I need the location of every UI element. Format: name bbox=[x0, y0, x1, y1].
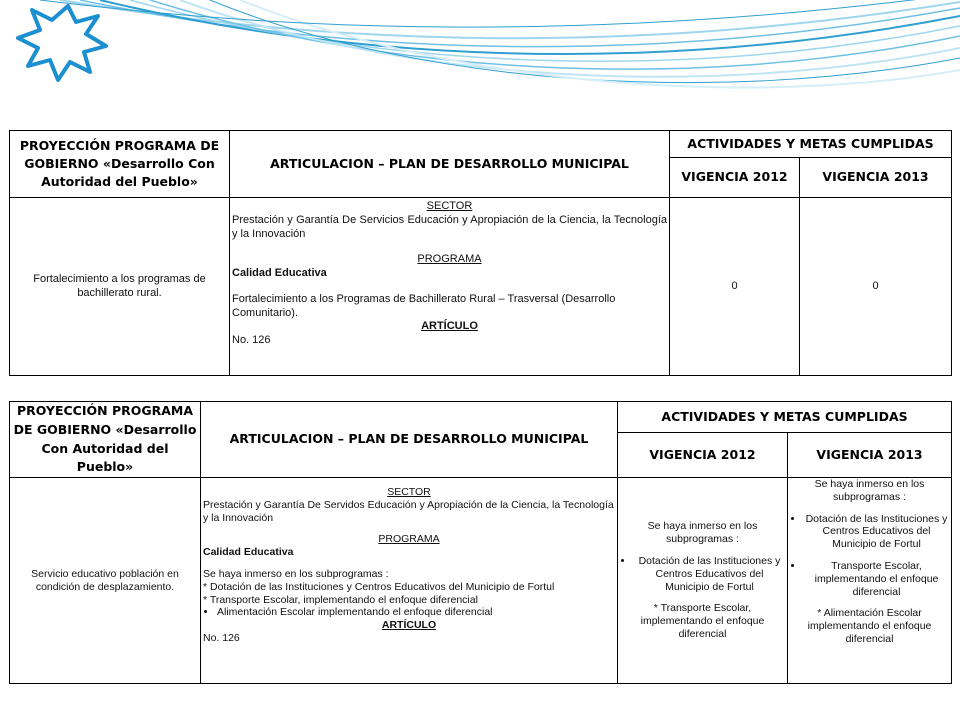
v2013-bullet: • Transporte Escolar, implementando el enfoque diferencial bbox=[804, 560, 949, 598]
header-vigencia-2013: VIGENCIA 2013 bbox=[800, 158, 952, 198]
vigencia-2012-cell bbox=[618, 478, 788, 684]
program-name-cell: Fortalecimiento a los programas de bachillerato rural. bbox=[10, 198, 230, 376]
programa-label: PROGRAMA bbox=[417, 253, 482, 266]
v2012-item: * Transporte Escolar, implementando el enfoque diferencial bbox=[640, 602, 765, 640]
starburst-icon bbox=[18, 6, 106, 80]
header-activities-goals: ACTIVIDADES Y METAS CUMPLIDAS bbox=[618, 402, 952, 433]
programa-name: Calidad Educativa bbox=[203, 546, 294, 559]
articulation-table-2 bbox=[9, 401, 952, 684]
subprogram-item: • Alimentación Escolar implementando el enfoque diferencial bbox=[217, 606, 615, 619]
v2012-bullet: • Dotación de las Instituciones y Centros Educativos del Municipio de Fortul bbox=[634, 555, 785, 593]
articulo-label: ARTÍCULO bbox=[421, 320, 478, 333]
header-articulation: ARTICULACION – PLAN DE DESARROLLO MUNICIPAL bbox=[201, 402, 618, 478]
vigencia-2013-cell bbox=[788, 478, 952, 684]
articulo-number: No. 126 bbox=[203, 631, 240, 644]
sector-text: Prestación y Garantía De Servicios Educación y Apropiación de la Ciencia, la Tecnología y la Innovación bbox=[232, 213, 667, 240]
programa-label: PROGRAMA bbox=[378, 533, 440, 546]
articulo-number: No. 126 bbox=[232, 334, 271, 346]
header-vigencia-2013: VIGENCIA 2013 bbox=[788, 433, 952, 478]
header-vigencia-2012: VIGENCIA 2012 bbox=[618, 433, 788, 478]
programa-detail: Fortalecimiento a los Programas de Bachillerato Rural – Trasversal (Desarrollo Comunitario). bbox=[232, 292, 616, 319]
v2012-intro: Se haya inmerso en los subprogramas : bbox=[647, 520, 758, 546]
header-decoration bbox=[0, 0, 960, 120]
subprograms-intro: Se haya inmerso en los subprogramas : bbox=[203, 567, 389, 580]
vigencia-2012-value: 0 bbox=[670, 198, 800, 376]
subprogram-item: * Transporte Escolar, implementando el enfoque diferencial bbox=[203, 593, 478, 606]
programa-name: Calidad Educativa bbox=[232, 267, 327, 279]
sector-text: Prestación y Garantía De Servidos Educación y Apropiación de la Ciencia, la Tecnología y la Innovación bbox=[203, 498, 614, 524]
header-articulation: ARTICULACION – PLAN DE DESARROLLO MUNICIPAL bbox=[230, 131, 670, 198]
header-program-projection: PROYECCIÓN PROGRAMA DE GOBIERNO «Desarrollo Con Autoridad del Pueblo» bbox=[10, 131, 230, 198]
header-vigencia-2012: VIGENCIA 2012 bbox=[670, 158, 800, 198]
header-activities-goals: ACTIVIDADES Y METAS CUMPLIDAS bbox=[670, 131, 952, 158]
articulo-label: ARTÍCULO bbox=[381, 619, 437, 632]
blue-swirl-lines bbox=[40, 0, 960, 87]
v2013-item: * Alimentación Escolar implementando el enfoque diferencial bbox=[807, 607, 932, 645]
v2013-intro: Se haya inmerso en los subprogramas : bbox=[814, 478, 925, 503]
vigencia-2013-value: 0 bbox=[800, 198, 952, 376]
v2013-bullet: • Dotación de las Instituciones y Centros Educativos del Municipio de Fortul bbox=[804, 513, 949, 551]
sector-label: SECTOR bbox=[426, 200, 473, 212]
sector-label: SECTOR bbox=[387, 486, 431, 498]
articulation-detail-cell bbox=[201, 478, 618, 684]
articulation-table-1 bbox=[9, 130, 952, 376]
subprogram-item: * Dotación de las Instituciones y Centros Educativos del Municipio de Fortul bbox=[203, 580, 555, 593]
articulation-detail-cell bbox=[230, 198, 670, 376]
program-name-cell: Servicio educativo población en condición de desplazamiento. bbox=[10, 478, 201, 684]
header-program-projection: PROYECCIÓN PROGRAMA DE GOBIERNO «Desarrollo Con Autoridad del Pueblo» bbox=[10, 402, 201, 478]
